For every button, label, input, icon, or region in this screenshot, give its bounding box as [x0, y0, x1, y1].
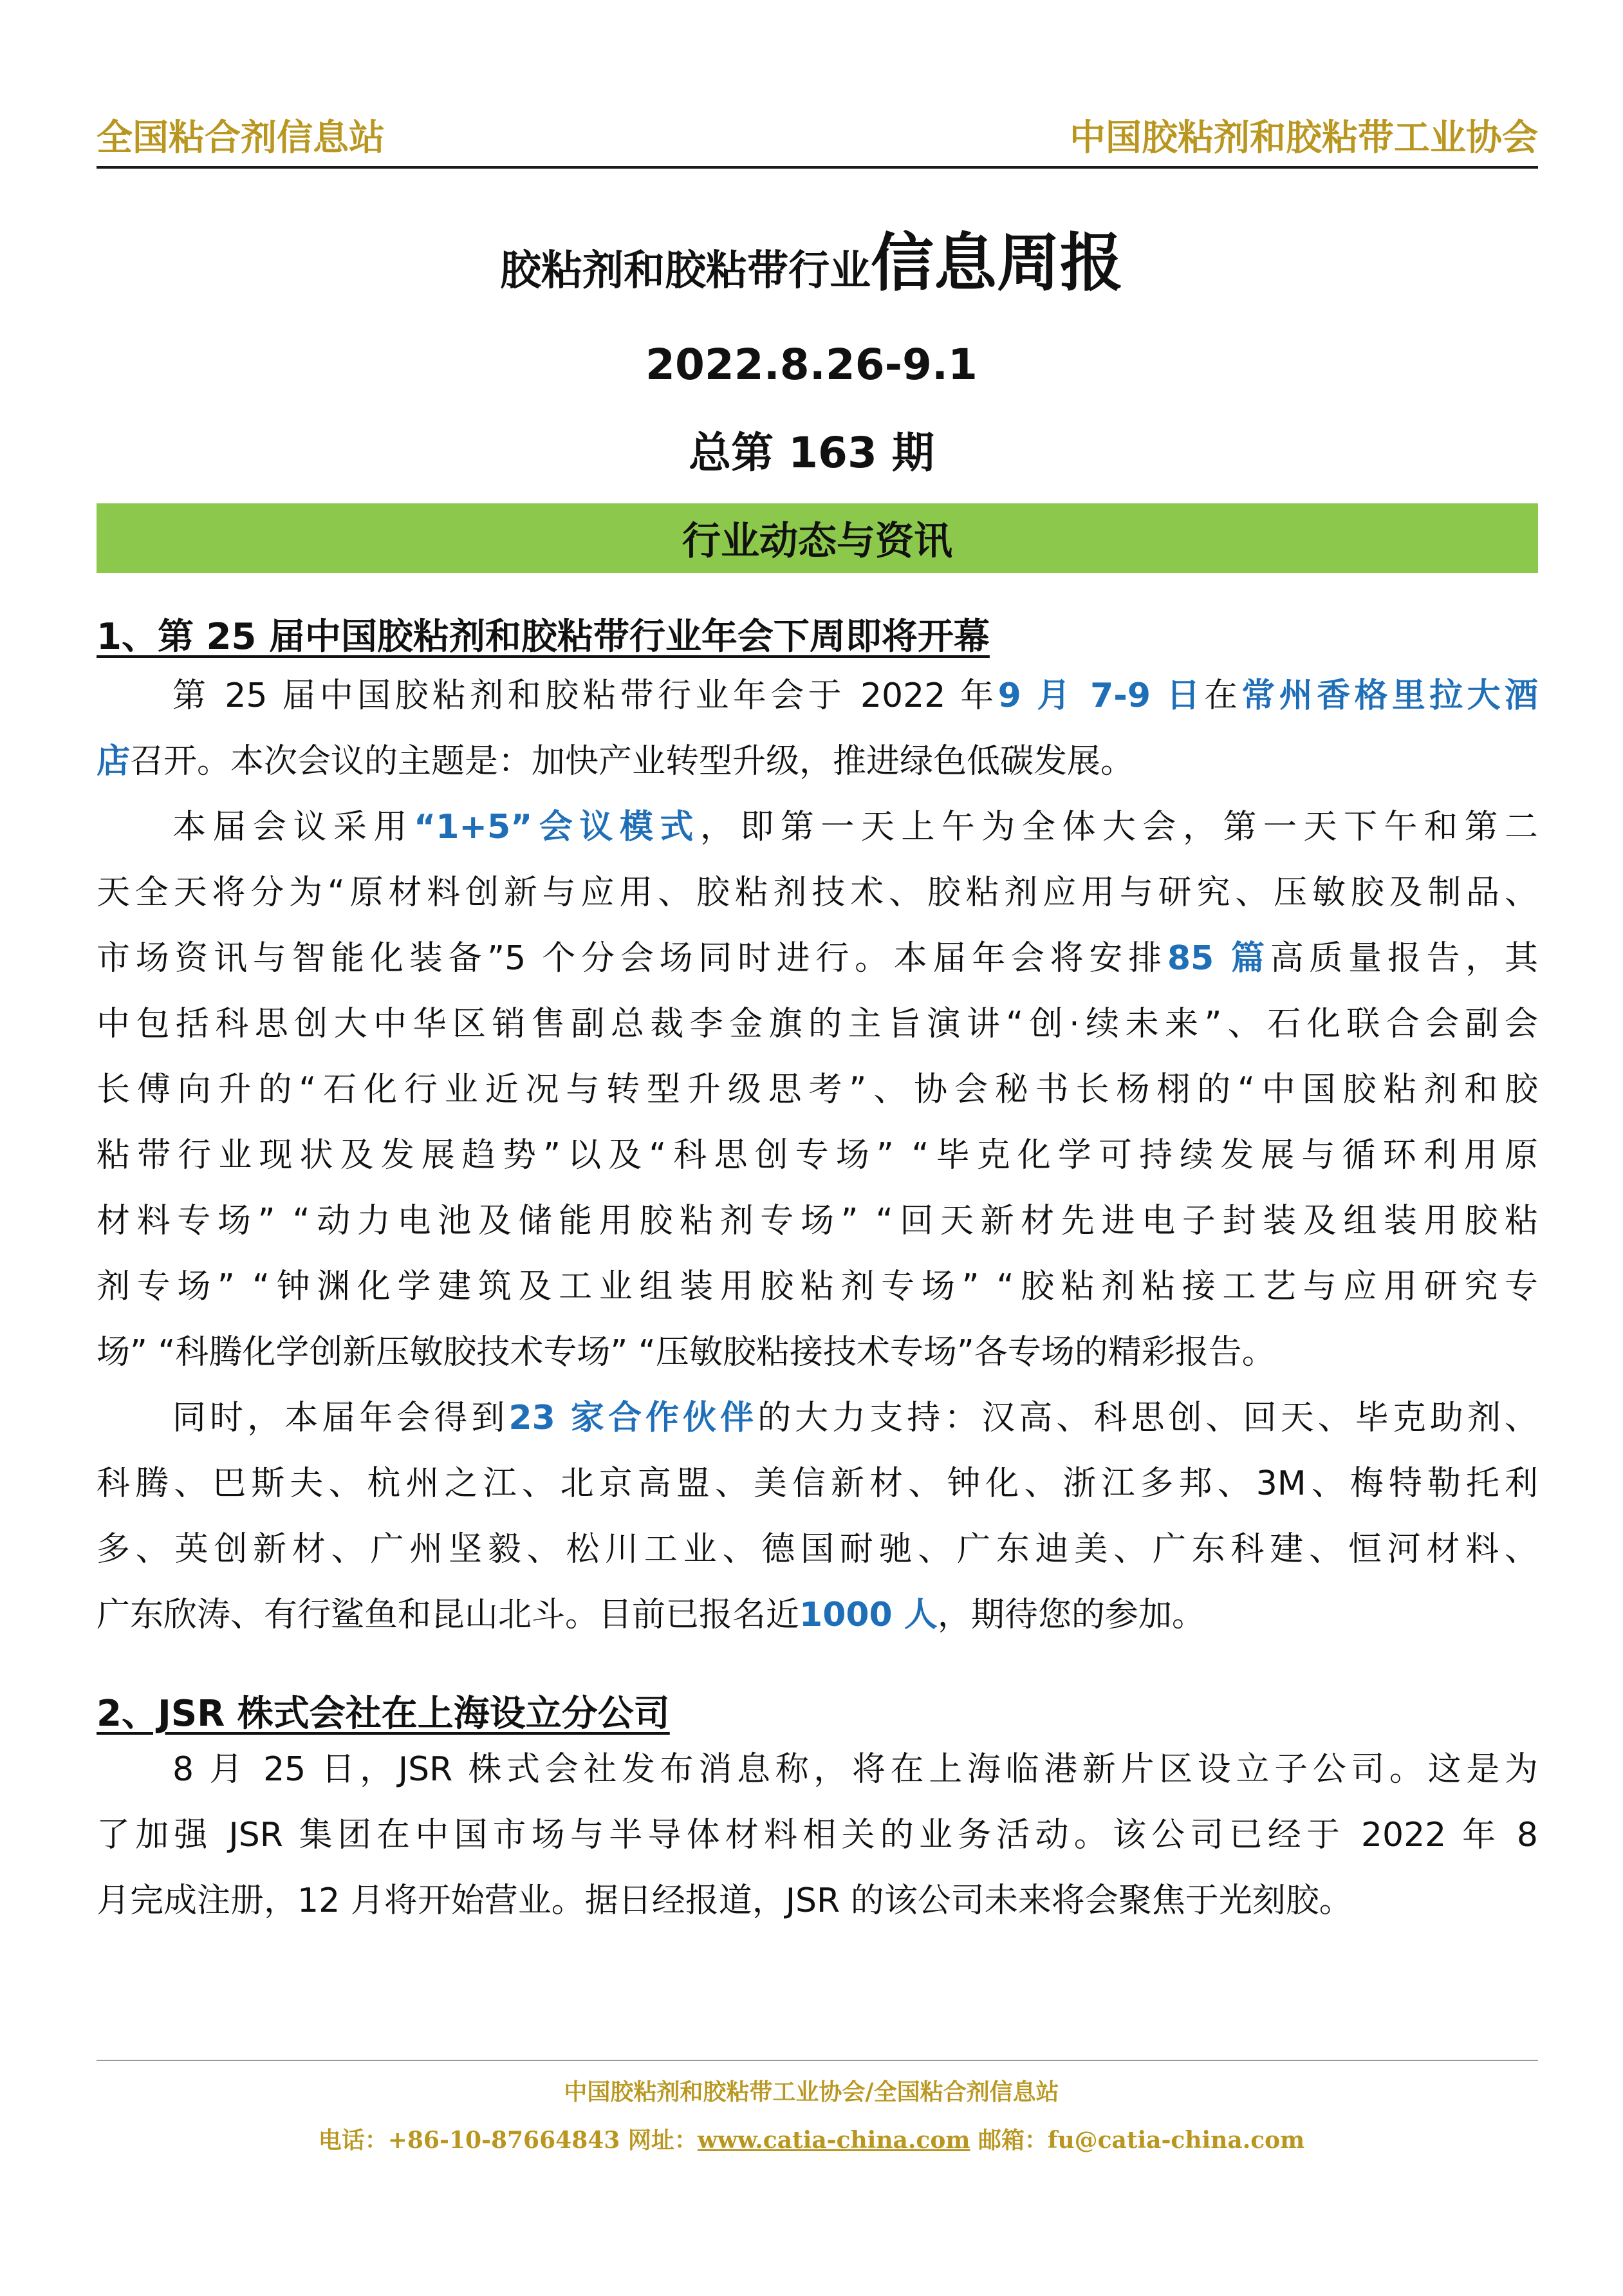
- article-1-paragraph-2: [97, 794, 1538, 1385]
- article-1-paragraph-1: [97, 663, 1538, 794]
- text-line: 第 25 届中国胶粘剂和胶粘带行业年会于 2022 年9 月 7-9 日在常州香格里拉大酒: [172, 677, 1538, 715]
- section-banner: 行业动态与资讯: [97, 503, 1538, 573]
- highlight-partner-count: 23 家合作伙伴: [508, 1399, 758, 1437]
- article-2-paragraph-1: [97, 1737, 1538, 1934]
- article-1-paragraph-3: [97, 1385, 1538, 1648]
- title-main: 信息周报: [870, 227, 1123, 300]
- text-line: 中包括科思创大中华区销售副总裁李金旗的主旨演讲“创·续未来”、石化联合会副会: [97, 1005, 1538, 1043]
- footer-website-link[interactable]: www.catia-china.com: [697, 2127, 970, 2154]
- text-line: 多、英创新材、广州坚毅、松川工业、德国耐驰、广东迪美、广东科建、恒河材料、: [97, 1530, 1538, 1569]
- text-line: 场” “科腾化学创新压敏胶技术专场” “压敏胶粘接技术专场”各专场的精彩报告。: [97, 1333, 1275, 1372]
- issue-date: 2022.8.26-9.1: [645, 340, 978, 389]
- text-line: 店召开。本次会议的主题是：加快产业转型升级，推进绿色低碳发展。: [97, 742, 1135, 781]
- page-header: [97, 115, 1538, 169]
- highlight-report-count: 85 篇: [1167, 939, 1270, 978]
- highlight-meeting-mode: “1+5”会议模式: [414, 808, 700, 846]
- header-right-title: 中国胶粘剂和胶粘带工业协会: [1070, 117, 1538, 159]
- text-line: 长傅向升的“石化行业近况与转型升级思考”、协会秘书长杨栩的“中国胶粘剂和胶: [97, 1070, 1538, 1109]
- text-line: 材料专场” “动力电池及储能用胶粘剂专场” “回天新材先进电子封装及组装用胶粘: [97, 1202, 1538, 1240]
- text-line: 剂专场” “钟渊化学建筑及工业组装用胶粘剂专场” “胶粘剂粘接工艺与应用研究专: [97, 1267, 1538, 1306]
- issue-number: 总第 163 期: [689, 428, 934, 478]
- text-line: 同时，本届年会得到23 家合作伙伴的大力支持：汉高、科思创、回天、毕克助剂、: [172, 1399, 1538, 1437]
- footer-email: 邮箱：fu@catia-china.com: [970, 2127, 1305, 2154]
- document-title: [0, 212, 1623, 303]
- text-line: 8 月 25 日，JSR 株式会社发布消息称，将在上海临港新片区设立子公司。这是为: [172, 1750, 1538, 1789]
- footer-divider: [97, 2060, 1538, 2061]
- title-prefix: 胶粘剂和胶粘带行业: [499, 247, 871, 295]
- text-line: 科腾、巴斯夫、杭州之江、北京高盟、美信新材、钟化、浙江多邦、3M、梅特勒托利: [97, 1464, 1538, 1503]
- text-line: 粘带行业现状及发展趋势”以及“科思创专场” “毕克化学可持续发展与循环利用原: [97, 1136, 1538, 1175]
- footer-phone: 电话：+86-10-87664843 网址：: [318, 2127, 698, 2154]
- text-line: 市场资讯与智能化装备”5 个分会场同时进行。本届年会将安排85 篇高质量报告，其: [97, 939, 1538, 978]
- header-left-title: 全国粘合剂信息站: [97, 117, 385, 159]
- article-1-title: 1、第 25 届中国胶粘剂和胶粘带行业年会下周即将开幕: [97, 616, 990, 658]
- text-line: 本届会议采用“1+5”会议模式，即第一天上午为全体大会，第一天下午和第二: [172, 808, 1538, 846]
- footer-organization: 中国胶粘剂和胶粘带工业协会/全国粘合剂信息站: [564, 2078, 1059, 2105]
- text-line: 天全天将分为“原材料创新与应用、胶粘剂技术、胶粘剂应用与研究、压敏胶及制品、: [97, 873, 1538, 912]
- text-line: 广东欣涛、有行鲨鱼和昆山北斗。目前已报名近1000 人，期待您的参加。: [97, 1596, 1205, 1634]
- footer-contact: [0, 2122, 1623, 2155]
- highlight-registrants: 1000 人: [799, 1596, 938, 1634]
- article-2-title: 2、JSR 株式会社在上海设立分公司: [97, 1693, 670, 1735]
- highlight-venue-end: 店: [97, 742, 131, 781]
- highlight-venue: 常州香格里拉大酒: [1241, 677, 1538, 715]
- text-line: 月完成注册，12 月将开始营业。据日经报道，JSR 的该公司未来将会聚焦于光刻胶。: [97, 1881, 1353, 1920]
- highlight-date: 9 月 7-9 日: [997, 677, 1204, 715]
- text-line: 了加强 JSR 集团在中国市场与半导体材料相关的业务活动。该公司已经于 2022 年 8: [97, 1816, 1538, 1854]
